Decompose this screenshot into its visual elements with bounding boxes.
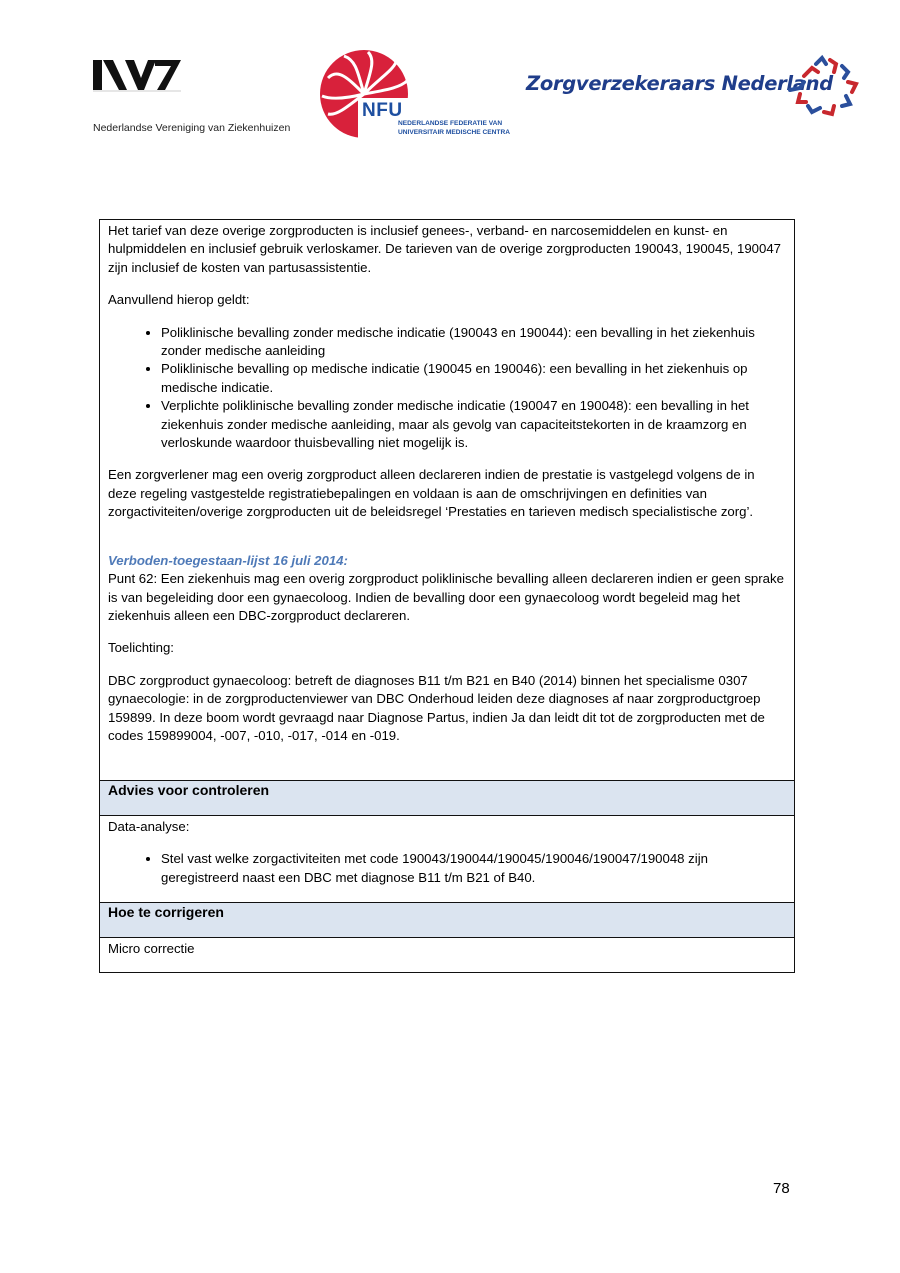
- data-analyse-label: Data-analyse:: [108, 819, 190, 834]
- toelichting-paragraph: DBC zorgproduct gynaecoloog: betreft de diagnoses B11 t/m B21 en B40 (2014) binnen het specialisme 0307 gynaecologie: in de zorgproductenviewer van DBC Onderhoud leiden deze diagnoses af naar zorgproductgroep 159899. In deze boom wordt gevraagd naar Diagnose Partus, indien Ja dan leidt dit tot de zorgproducten met de codes 159899004, -007, -010, -017, -014 en -019.: [108, 672, 765, 743]
- advies-body: [100, 816, 794, 903]
- list-item: • Poliklinische bevalling op medische indicatie (190045 en 190046): een bevalling in het ziekenhuis op medische indicatie.: [161, 360, 786, 397]
- nfu-mark: NFU: [362, 100, 403, 121]
- corrigeren-body: Micro correctie: [108, 941, 195, 956]
- list-item: • Verplichte poliklinische bevalling zonder medische indicatie (190047 en 190048): een bevalling in het ziekenhuis zonder medische aanleiding, maar als gevolg van capaciteitstekorten in de kraamzorg en verloskunde waardoor thuisbevalling niet mogelijk is.: [161, 397, 786, 452]
- nfu-logo: [318, 48, 528, 143]
- verboden-heading: Verboden-toegestaan-lijst 16 juli 2014:: [108, 552, 348, 568]
- toelichting-label: Toelichting:: [108, 640, 174, 656]
- document-table: [99, 219, 795, 973]
- nvz-mark-icon: [93, 60, 185, 94]
- advies-heading: Advies voor controleren: [100, 781, 794, 816]
- nvz-subtitle: Nederlandse Vereniging van Ziekenhuizen: [93, 122, 291, 134]
- punt62-paragraph: Punt 62: Een ziekenhuis mag een overig zorgproduct poliklinische bevalling alleen declareren indien er geen sprake is van begeleiding door een gynaecoloog. Indien de bevalling door een gynaecoloog wordt begeleid mag het ziekenhuis alleen een DBC-zorgproduct declareren.: [108, 571, 784, 623]
- list-item: • Poliklinische bevalling zonder medische indicatie (190043 en 190044): een bevalling in het ziekenhuis zonder medische aanleiding: [161, 324, 786, 361]
- advies-list: [108, 850, 786, 887]
- list-item: • Stel vast welke zorgactiviteiten met code 190043/190044/190045/190046/190047/190048 zijn geregistreerd naast een DBC met diagnose B11 t/m B21 of B40.: [161, 850, 786, 887]
- zorgverlener-paragraph: Een zorgverlener mag een overig zorgproduct alleen declareren indien de prestatie is vastgelegd volgens de in deze regeling vastgestelde registratiebepalingen en voldaan is aan de omschrijvingen en definities van zorgactiviteiten/overige zorgproducten uit de beleidsregel ‘Prestaties en tarieven medisch specialistische zorg’.: [108, 467, 755, 520]
- nfu-subtitle-line1: NEDERLANDSE FEDERATIE VAN: [398, 120, 503, 127]
- aanvullend-label: Aanvullend hierop geldt:: [108, 292, 250, 308]
- nfu-subtitle: [398, 119, 510, 137]
- zn-logo-text: Zorgverzekeraars Nederland: [526, 72, 833, 95]
- nvz-logo: [93, 60, 313, 134]
- zn-figures-icon: [786, 54, 866, 124]
- corrigeren-heading: Hoe te corrigeren: [100, 903, 794, 938]
- intro-paragraph: Het tarief van deze overige zorgproducten is inclusief genees-, verband- en narcosemiddelen en kunst- en hulpmiddelen en inclusief gebruik verloskamer. De tarieven van de overige zorgproducten 190043, 190045, 190047 zijn inclusief de kosten van partusassistentie.: [108, 223, 782, 275]
- nfu-subtitle-line2: UNIVERSITAIR MEDISCHE CENTRA: [398, 129, 510, 136]
- page-header: [0, 0, 900, 150]
- main-content-cell: [100, 220, 794, 781]
- bevalling-list: [108, 324, 786, 453]
- page-number: 78: [773, 1180, 790, 1197]
